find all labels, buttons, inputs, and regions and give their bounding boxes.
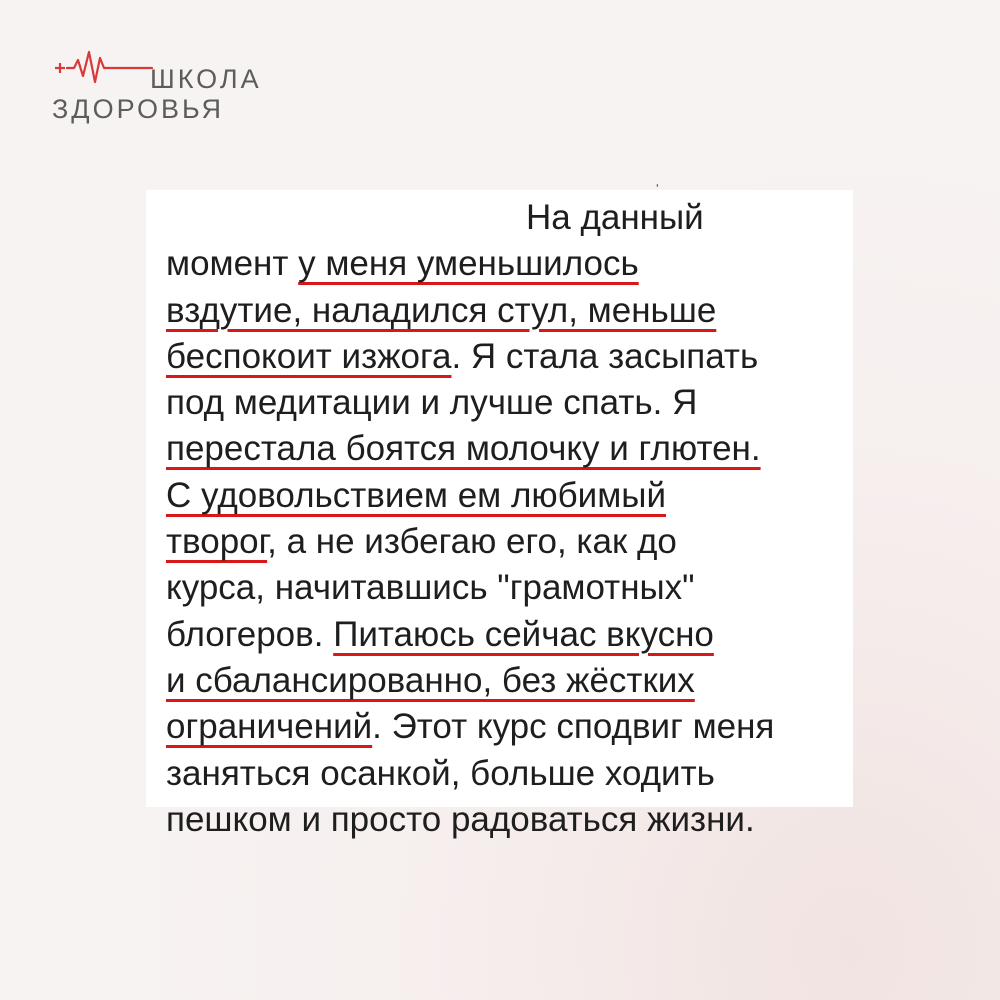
review-line <box>166 241 856 287</box>
underlined-phrase: творог <box>166 522 268 562</box>
review-phrase: блогеров. <box>166 614 334 654</box>
underlined-phrase: вздутие, наладился стул, меньше <box>166 290 717 330</box>
review-phrase: . Этот курс сподвиг меня <box>372 707 775 747</box>
underlined-phrase: перестала боятся молочку и глютен. <box>166 429 761 469</box>
review-line <box>166 612 856 658</box>
review-phrase: заняться осанкой, больше ходить <box>166 753 715 793</box>
underlined-phrase: Питаюсь сейчас вкусно <box>333 614 714 654</box>
review-phrase: . Я стала засыпать <box>451 336 759 376</box>
review-line <box>166 704 856 750</box>
underlined-phrase: ограничений <box>166 707 373 747</box>
review-line <box>166 288 856 334</box>
underlined-phrase: у меня уменьшилось <box>298 244 639 284</box>
review-line <box>166 565 856 611</box>
review-line <box>166 334 856 380</box>
review-line <box>166 426 856 472</box>
school-of-health-logo <box>52 46 262 126</box>
underlined-phrase: С удовольствием ем любимый <box>166 475 666 515</box>
logo-text-line2: ЗДОРОВЬЯ <box>52 94 225 124</box>
review-phrase: На данный <box>526 198 704 237</box>
review-phrase: пешком и просто радоваться жизни. <box>166 799 755 839</box>
review-line <box>166 519 856 565</box>
review-text <box>166 195 856 843</box>
review-phrase: под медитации и лучше спать. Я <box>166 383 698 423</box>
cropped-text-fragment: ʼ <box>656 182 659 196</box>
heartbeat-plus-icon <box>52 46 152 94</box>
review-line <box>166 797 856 843</box>
review-phrase: , а не избегаю его, как до <box>267 522 677 562</box>
review-line <box>166 380 856 426</box>
review-line <box>166 195 856 241</box>
review-line <box>166 473 856 519</box>
review-card <box>146 182 853 839</box>
review-line <box>166 658 856 704</box>
underlined-phrase: беспокоит изжога <box>166 336 452 376</box>
logo-text-line1: ШКОЛА <box>150 64 262 94</box>
review-phrase: момент <box>166 244 299 284</box>
review-phrase: курса, начитавшись "грамотных" <box>166 568 695 608</box>
underlined-phrase: и сбалансированно, без жёстких <box>166 660 695 700</box>
review-line <box>166 751 856 797</box>
